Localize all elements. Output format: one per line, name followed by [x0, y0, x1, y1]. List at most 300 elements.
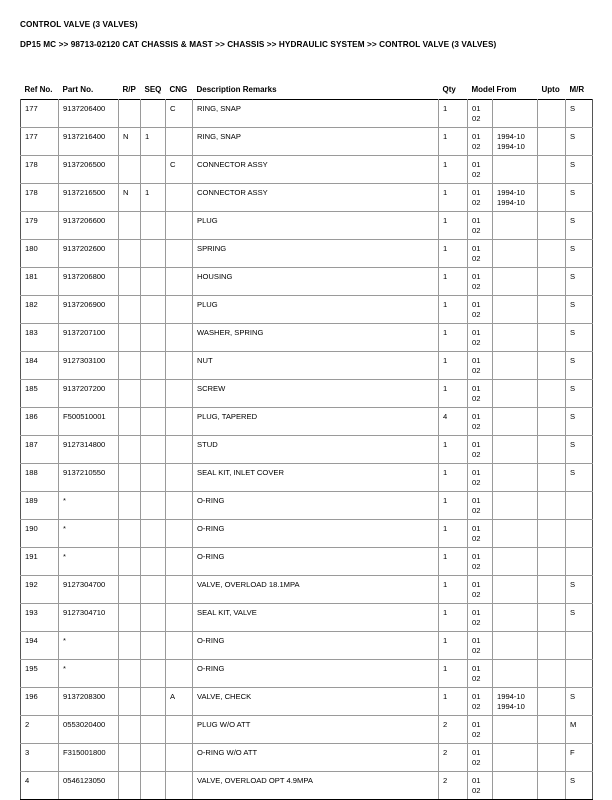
cell-ref_no-value: 189 — [25, 496, 38, 505]
cell-mr-value: S — [570, 608, 576, 617]
cell-part_no-value: * — [63, 636, 66, 645]
table-head — [21, 85, 593, 100]
cell-seq — [141, 240, 166, 268]
cell-cng — [166, 632, 193, 660]
cell-model — [468, 184, 493, 212]
cell-seq — [141, 576, 166, 604]
cell-mr — [566, 324, 593, 352]
cell-qty-value: 1 — [443, 552, 448, 561]
column-header-description: Description Remarks — [196, 85, 277, 94]
cell-ref_no — [21, 632, 59, 660]
cell-cng — [166, 212, 193, 240]
cell-model-value: 01 — [472, 244, 481, 253]
cell-description-value: O-RING — [197, 524, 225, 533]
cell-model — [468, 604, 493, 632]
cell-model — [468, 772, 493, 800]
cell-ref_no — [21, 604, 59, 632]
cell-cng — [166, 380, 193, 408]
cell-qty-value: 2 — [443, 748, 448, 757]
cell-mr-value: S — [570, 412, 576, 421]
cell-upto — [538, 100, 566, 128]
cell-cng — [166, 268, 193, 296]
cell-model-value: 01 — [472, 468, 481, 477]
cell-mr-value: S — [570, 440, 576, 449]
cell-rp — [119, 744, 141, 772]
cell-description-value: PLUG W/O ATT — [197, 720, 251, 729]
cell-model — [468, 660, 493, 688]
cell-mr — [566, 660, 593, 688]
cell-model — [468, 744, 493, 772]
breadcrumb: DP15 MC >> 98713-02120 CAT CHASSIS & MAST >> CHASSIS >> HYDRAULIC SYSTEM >> CONTROL VALVE (3 VALVES) — [20, 40, 497, 49]
cell-model-value-line2: 02 — [472, 393, 481, 403]
cell-model-value-line2: 02 — [472, 197, 481, 207]
table-body — [21, 100, 593, 800]
cell-model-value-line2: 02 — [472, 309, 481, 319]
cell-description-value: VALVE, CHECK — [197, 692, 252, 701]
cell-ref_no — [21, 660, 59, 688]
cell-mr — [566, 408, 593, 436]
table-row — [21, 184, 593, 212]
cell-part_no — [59, 744, 119, 772]
cell-from — [493, 268, 538, 296]
cell-model — [468, 380, 493, 408]
cell-ref_no-value: 183 — [25, 328, 38, 337]
cell-ref_no-value: 177 — [25, 132, 38, 141]
cell-model — [468, 492, 493, 520]
cell-description — [193, 716, 439, 744]
cell-part_no — [59, 156, 119, 184]
cell-part_no-value: 9137216500 — [63, 188, 106, 197]
cell-model-value: 01 — [472, 636, 481, 645]
cell-mr — [566, 268, 593, 296]
cell-mr — [566, 128, 593, 156]
cell-qty-value: 1 — [443, 636, 448, 645]
cell-mr — [566, 464, 593, 492]
cell-qty — [439, 184, 468, 212]
cell-model-value-line2: 02 — [472, 169, 481, 179]
table-row — [21, 604, 593, 632]
cell-model-value: 01 — [472, 720, 481, 729]
cell-ref_no-value: 179 — [25, 216, 38, 225]
cell-part_no-value: 9127304700 — [63, 580, 106, 589]
cell-rp — [119, 156, 141, 184]
cell-qty — [439, 352, 468, 380]
cell-part_no — [59, 324, 119, 352]
cell-mr — [566, 520, 593, 548]
cell-cng — [166, 744, 193, 772]
cell-upto — [538, 520, 566, 548]
cell-description — [193, 324, 439, 352]
page-title: CONTROL VALVE (3 VALVES) — [20, 20, 138, 29]
cell-seq-value: 1 — [145, 188, 150, 197]
cell-rp — [119, 268, 141, 296]
cell-rp — [119, 324, 141, 352]
cell-mr-value: S — [570, 300, 576, 309]
column-header-seq: SEQ — [144, 85, 162, 94]
cell-qty-value: 1 — [443, 188, 448, 197]
cell-rp — [119, 772, 141, 800]
cell-ref_no-value: 180 — [25, 244, 38, 253]
cell-mr — [566, 632, 593, 660]
cell-ref_no-value: 184 — [25, 356, 38, 365]
cell-part_no-value: * — [63, 524, 66, 533]
cell-ref_no — [21, 520, 59, 548]
parts-table — [20, 85, 593, 800]
cell-description-value: O-RING — [197, 664, 225, 673]
cell-qty — [439, 408, 468, 436]
cell-seq — [141, 380, 166, 408]
table-row — [21, 492, 593, 520]
cell-mr — [566, 548, 593, 576]
cell-qty-value: 1 — [443, 104, 448, 113]
cell-from — [493, 632, 538, 660]
table-row — [21, 548, 593, 576]
cell-part_no — [59, 520, 119, 548]
cell-cng — [166, 240, 193, 268]
cell-description-value: PLUG — [197, 300, 218, 309]
cell-description-value: RING, SNAP — [197, 104, 241, 113]
cell-part_no-value: 9137216400 — [63, 132, 106, 141]
cell-model-value: 01 — [472, 748, 481, 757]
cell-ref_no-value: 196 — [25, 692, 38, 701]
cell-qty — [439, 548, 468, 576]
cell-model-value: 01 — [472, 608, 481, 617]
cell-upto — [538, 716, 566, 744]
cell-rp — [119, 464, 141, 492]
cell-from — [493, 408, 538, 436]
cell-model-value: 01 — [472, 356, 481, 365]
cell-description — [193, 632, 439, 660]
cell-part_no — [59, 128, 119, 156]
cell-ref_no — [21, 156, 59, 184]
cell-part_no-value: F500510001 — [63, 412, 106, 421]
cell-seq — [141, 324, 166, 352]
cell-model — [468, 436, 493, 464]
cell-ref_no-value: 178 — [25, 160, 38, 169]
cell-qty — [439, 268, 468, 296]
cell-model-value: 01 — [472, 580, 481, 589]
cell-seq — [141, 184, 166, 212]
cell-from — [493, 744, 538, 772]
cell-mr — [566, 380, 593, 408]
cell-from — [493, 184, 538, 212]
cell-description-value: VALVE, OVERLOAD OPT 4.9MPA — [197, 776, 313, 785]
cell-upto — [538, 632, 566, 660]
column-header-part-no: Part No. — [62, 85, 94, 94]
cell-description — [193, 268, 439, 296]
cell-qty-value: 2 — [443, 720, 448, 729]
column-header-rp: R/P — [122, 85, 136, 94]
cell-mr-value: S — [570, 244, 576, 253]
cell-model-value-line2: 02 — [472, 337, 481, 347]
cell-model — [468, 352, 493, 380]
cell-part_no — [59, 212, 119, 240]
cell-model-value-line2: 02 — [472, 561, 481, 571]
cell-ref_no-value: 194 — [25, 636, 38, 645]
cell-qty — [439, 464, 468, 492]
cell-ref_no-value: 190 — [25, 524, 38, 533]
cell-ref_no — [21, 324, 59, 352]
table-row — [21, 352, 593, 380]
cell-rp — [119, 436, 141, 464]
cell-part_no-value: F315001800 — [63, 748, 106, 757]
cell-rp — [119, 632, 141, 660]
cell-model — [468, 296, 493, 324]
cell-qty — [439, 240, 468, 268]
cell-cng — [166, 436, 193, 464]
cell-seq — [141, 744, 166, 772]
cell-upto — [538, 156, 566, 184]
cell-upto — [538, 408, 566, 436]
cell-part_no-value: 9137206400 — [63, 104, 106, 113]
cell-upto — [538, 352, 566, 380]
cell-model-value-line2: 02 — [472, 421, 481, 431]
cell-part_no-value: 9137207100 — [63, 328, 106, 337]
cell-ref_no — [21, 576, 59, 604]
cell-mr-value: S — [570, 188, 576, 197]
cell-description — [193, 688, 439, 716]
table-row — [21, 156, 593, 184]
cell-qty-value: 1 — [443, 244, 448, 253]
cell-mr — [566, 716, 593, 744]
cell-from — [493, 688, 538, 716]
cell-model-value-line2: 02 — [472, 533, 481, 543]
cell-mr-value: S — [570, 776, 576, 785]
cell-cng — [166, 156, 193, 184]
cell-seq — [141, 352, 166, 380]
cell-ref_no-value: 187 — [25, 440, 38, 449]
cell-upto — [538, 772, 566, 800]
column-header-upto: Upto — [541, 85, 560, 94]
cell-rp — [119, 716, 141, 744]
cell-cng — [166, 100, 193, 128]
cell-mr — [566, 184, 593, 212]
cell-rp — [119, 408, 141, 436]
cell-rp — [119, 184, 141, 212]
cell-description-value: PLUG — [197, 216, 218, 225]
cell-description-value: STUD — [197, 440, 218, 449]
cell-qty-value: 1 — [443, 496, 448, 505]
cell-qty-value: 1 — [443, 132, 448, 141]
cell-model-value-line2: 02 — [472, 701, 481, 711]
column-header-model: Model — [471, 85, 495, 94]
cell-part_no — [59, 716, 119, 744]
cell-part_no — [59, 464, 119, 492]
cell-mr-value: S — [570, 468, 576, 477]
cell-ref_no-value: 186 — [25, 412, 38, 421]
cell-ref_no — [21, 716, 59, 744]
cell-model-value-line2: 02 — [472, 225, 481, 235]
cell-part_no — [59, 184, 119, 212]
cell-from — [493, 548, 538, 576]
table-row — [21, 408, 593, 436]
table-row — [21, 436, 593, 464]
cell-description — [193, 660, 439, 688]
cell-qty-value: 2 — [443, 776, 448, 785]
cell-description — [193, 100, 439, 128]
table-row — [21, 716, 593, 744]
cell-cng-value: C — [170, 104, 176, 113]
cell-seq — [141, 660, 166, 688]
cell-ref_no-value: 3 — [25, 748, 30, 757]
cell-qty — [439, 604, 468, 632]
cell-description-value: VALVE, OVERLOAD 18.1MPA — [197, 580, 300, 589]
cell-qty — [439, 128, 468, 156]
cell-mr — [566, 688, 593, 716]
cell-mr — [566, 772, 593, 800]
cell-mr-value: S — [570, 216, 576, 225]
cell-part_no-value: 0546123050 — [63, 776, 106, 785]
cell-rp — [119, 604, 141, 632]
cell-cng — [166, 408, 193, 436]
cell-qty — [439, 380, 468, 408]
cell-ref_no — [21, 352, 59, 380]
cell-model-value: 01 — [472, 160, 481, 169]
cell-upto — [538, 464, 566, 492]
cell-mr — [566, 212, 593, 240]
table-header-row — [21, 85, 593, 100]
cell-ref_no — [21, 772, 59, 800]
cell-cng — [166, 324, 193, 352]
cell-model — [468, 212, 493, 240]
cell-qty-value: 1 — [443, 272, 448, 281]
cell-model — [468, 156, 493, 184]
cell-ref_no-value: 2 — [25, 720, 30, 729]
cell-ref_no-value: 4 — [25, 776, 30, 785]
cell-ref_no-value: 178 — [25, 188, 38, 197]
cell-upto — [538, 240, 566, 268]
cell-qty-value: 1 — [443, 524, 448, 533]
cell-description — [193, 212, 439, 240]
cell-description-value: O-RING — [197, 496, 225, 505]
cell-rp — [119, 296, 141, 324]
cell-from-value-line2: 1994-10 — [497, 197, 525, 207]
cell-from — [493, 156, 538, 184]
cell-part_no — [59, 772, 119, 800]
cell-seq — [141, 436, 166, 464]
cell-from — [493, 660, 538, 688]
cell-ref_no-value: 192 — [25, 580, 38, 589]
cell-part_no-value: 9127304710 — [63, 608, 106, 617]
cell-description — [193, 128, 439, 156]
cell-ref_no — [21, 408, 59, 436]
cell-seq — [141, 128, 166, 156]
cell-part_no — [59, 408, 119, 436]
table-row — [21, 296, 593, 324]
cell-description-value: SCREW — [197, 384, 226, 393]
cell-qty — [439, 688, 468, 716]
cell-rp — [119, 576, 141, 604]
cell-qty-value: 1 — [443, 580, 448, 589]
cell-model-value-line2: 02 — [472, 757, 481, 767]
cell-ref_no — [21, 296, 59, 324]
cell-upto — [538, 604, 566, 632]
cell-model-value: 01 — [472, 300, 481, 309]
cell-model-value: 01 — [472, 132, 481, 141]
cell-mr — [566, 744, 593, 772]
cell-rp — [119, 492, 141, 520]
cell-model-value-line2: 02 — [472, 673, 481, 683]
cell-rp — [119, 128, 141, 156]
cell-from — [493, 716, 538, 744]
cell-mr — [566, 576, 593, 604]
cell-seq — [141, 100, 166, 128]
cell-description — [193, 184, 439, 212]
cell-mr — [566, 100, 593, 128]
table-row — [21, 464, 593, 492]
cell-cng-value: A — [170, 692, 176, 701]
cell-seq — [141, 772, 166, 800]
column-header-qty: Qty — [442, 85, 456, 94]
cell-part_no — [59, 492, 119, 520]
cell-part_no — [59, 576, 119, 604]
cell-cng — [166, 128, 193, 156]
cell-description — [193, 156, 439, 184]
cell-from — [493, 296, 538, 324]
cell-qty — [439, 716, 468, 744]
cell-ref_no-value: 185 — [25, 384, 38, 393]
table-row — [21, 380, 593, 408]
cell-model-value: 01 — [472, 496, 481, 505]
cell-model — [468, 716, 493, 744]
cell-part_no — [59, 632, 119, 660]
cell-qty-value: 1 — [443, 328, 448, 337]
cell-model — [468, 576, 493, 604]
cell-mr — [566, 492, 593, 520]
cell-description — [193, 548, 439, 576]
cell-model — [468, 324, 493, 352]
cell-cng — [166, 604, 193, 632]
cell-description — [193, 744, 439, 772]
cell-from-value-line2: 1994-10 — [497, 141, 525, 151]
cell-model-value: 01 — [472, 692, 481, 701]
cell-part_no-value: 9127314800 — [63, 440, 106, 449]
cell-rp — [119, 240, 141, 268]
cell-model — [468, 548, 493, 576]
table-row — [21, 240, 593, 268]
cell-seq-value: 1 — [145, 132, 150, 141]
cell-qty — [439, 520, 468, 548]
cell-mr-value: S — [570, 580, 576, 589]
cell-from — [493, 604, 538, 632]
cell-upto — [538, 492, 566, 520]
cell-upto — [538, 184, 566, 212]
cell-cng — [166, 520, 193, 548]
cell-part_no — [59, 100, 119, 128]
cell-model — [468, 632, 493, 660]
cell-qty — [439, 436, 468, 464]
cell-seq — [141, 604, 166, 632]
cell-cng-value: C — [170, 160, 176, 169]
cell-rp — [119, 520, 141, 548]
cell-seq — [141, 212, 166, 240]
cell-model-value-line2: 02 — [472, 281, 481, 291]
cell-qty — [439, 324, 468, 352]
cell-part_no-value: 9137206500 — [63, 160, 106, 169]
cell-ref_no-value: 195 — [25, 664, 38, 673]
cell-part_no-value: * — [63, 552, 66, 561]
cell-ref_no — [21, 240, 59, 268]
table-row — [21, 324, 593, 352]
cell-part_no-value: 9137208300 — [63, 692, 106, 701]
cell-rp — [119, 660, 141, 688]
cell-model-value-line2: 02 — [472, 253, 481, 263]
cell-model-value-line2: 02 — [472, 785, 481, 795]
parts-table-container — [20, 85, 592, 800]
cell-from — [493, 352, 538, 380]
cell-qty — [439, 156, 468, 184]
cell-upto — [538, 688, 566, 716]
